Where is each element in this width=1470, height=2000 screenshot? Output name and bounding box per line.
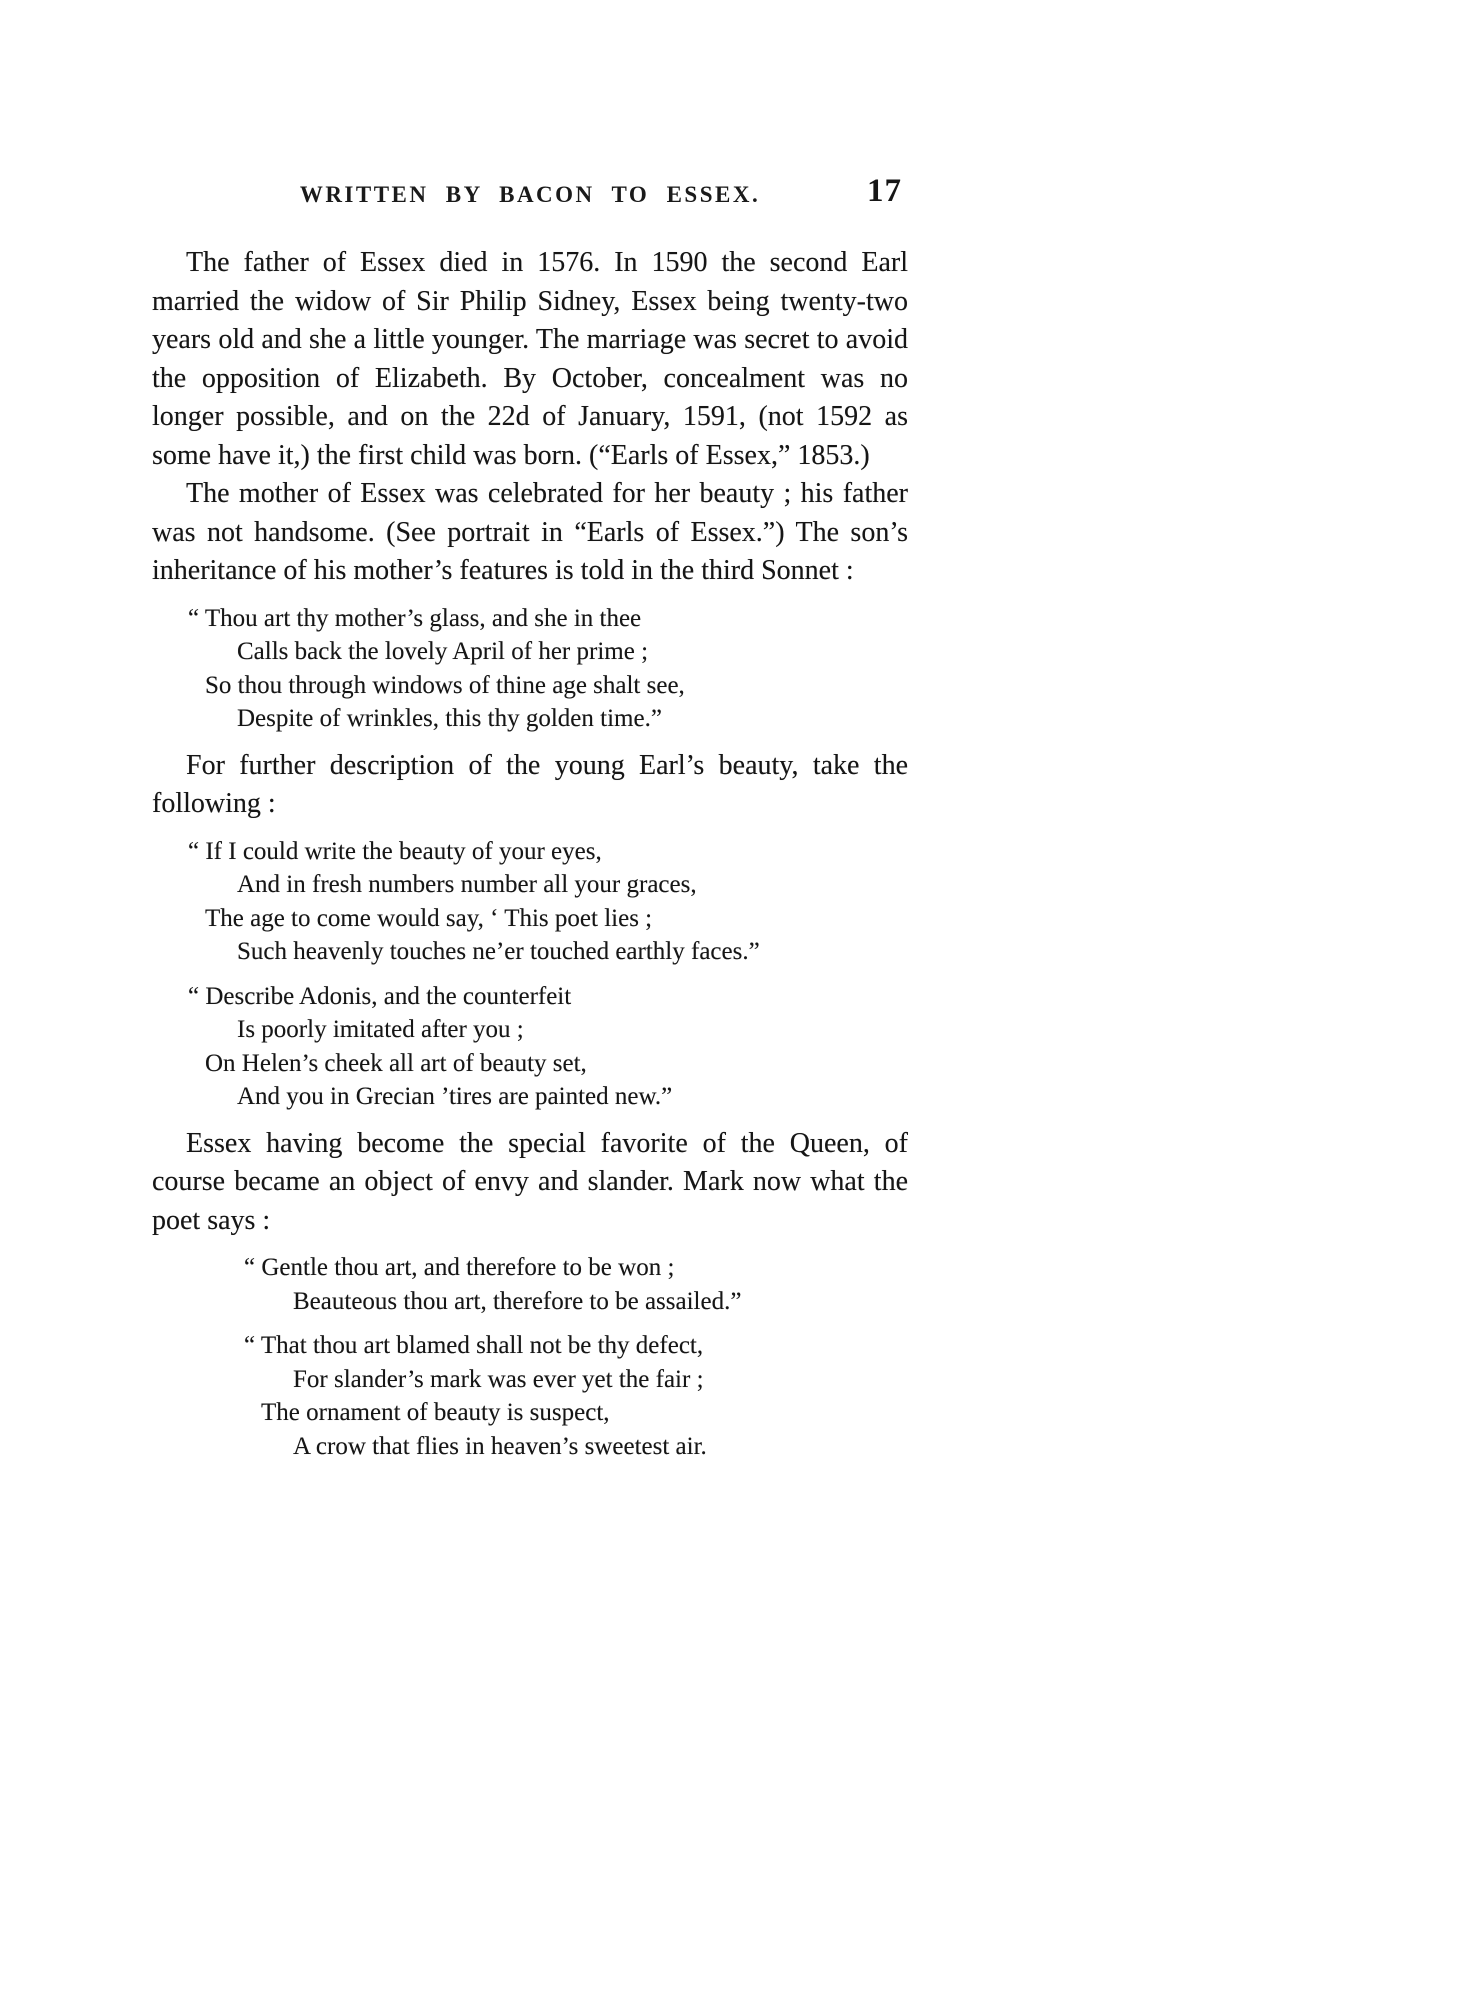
verse-line: Despite of wrinkles, this thy golden time.”	[237, 705, 662, 732]
verse-line: “ If I could write the beauty of your eyes,	[188, 837, 602, 865]
verse-line: On Helen’s cheek all art of beauty set,	[205, 1049, 587, 1077]
paragraph-3: For further description of the young Earl’s beauty, take the following :	[152, 749, 908, 819]
text-column	[152, 173, 908, 1474]
verse-line: Beauteous thou art, therefore to be assailed.”	[293, 1287, 742, 1315]
paragraph-1: The father of Essex died in 1576. In 1590 the second Earl married the widow of Sir Philip Sidney, Essex being twenty-two years old and she a little younger. The marriage was secret to avoid the opposition of Elizabeth. By October, concealment was no longer possible, and on the 22d of January, 1591, (not 1592 as some have it,) the first child was born. (“Earls of Essex,” 1853.)	[152, 247, 908, 471]
verse-quote-4	[244, 1251, 908, 1318]
verse-line: The age to come would say, ‘ This poet lies ;	[205, 904, 653, 932]
paragraph-4: Essex having become the special favorite of the Queen, of course became an object of envy and slander. Mark now what the poet says :	[152, 1127, 908, 1236]
verse-line: Such heavenly touches ne’er touched earthly faces.”	[237, 938, 760, 965]
verse-line: The ornament of beauty is suspect,	[261, 1399, 610, 1426]
verse-quote-5	[244, 1329, 908, 1463]
verse-line: So thou through windows of thine age shalt see,	[205, 671, 685, 699]
page-header	[152, 173, 908, 218]
verse-line: “ Thou art thy mother’s glass, and she in thee	[188, 604, 642, 632]
verse-quote-2	[188, 835, 908, 969]
verse-line: “ Gentle thou art, and therefore to be won ;	[244, 1254, 675, 1281]
verse-quote-3	[188, 980, 908, 1114]
paragraph-2: The mother of Essex was celebrated for her beauty ; his father was not handsome. (See portrait in “Earls of Essex.”) The son’s inheritance of his mother’s features is told in the third Sonnet :	[152, 478, 908, 586]
verse-line: “ That thou art blamed shall not be thy defect,	[244, 1332, 704, 1359]
verse-line: And in fresh numbers number all your graces,	[237, 871, 697, 898]
verse-line: For slander’s mark was ever yet the fair ;	[293, 1365, 704, 1393]
page-number: 17	[867, 173, 902, 209]
verse-line: And you in Grecian ’tires are painted new.”	[237, 1083, 673, 1110]
verse-line: Calls back the lovely April of her prime ;	[237, 638, 649, 665]
verse-line: “ Describe Adonis, and the counterfeit	[188, 982, 572, 1010]
running-title: WRITTEN BY BACON TO ESSEX.	[299, 182, 761, 207]
verse-quote-1	[188, 602, 908, 736]
verse-line: A crow that flies in heaven’s sweetest air.	[293, 1432, 707, 1460]
verse-line: Is poorly imitated after you ;	[237, 1016, 524, 1043]
